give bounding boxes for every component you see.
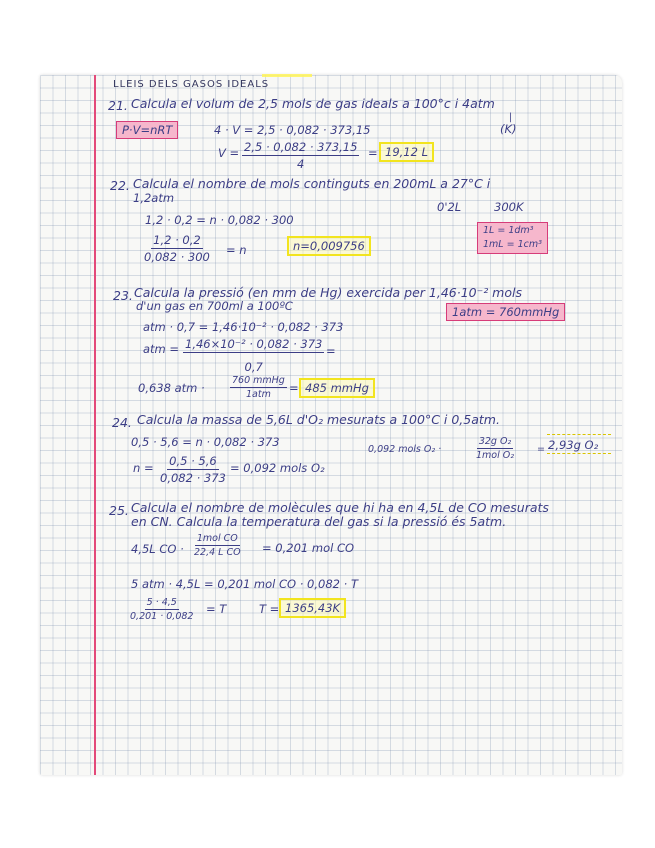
problem-23-line-2-eq: = [326,344,336,358]
problem-25-fraction-2-numerator: 5 · 4,5 [146,597,177,608]
note-millilitre-equivalence: 1mL = 1cm³ [483,239,542,250]
problem-21-fraction [242,140,359,171]
problem-25-fraction-1-denominator: 22,4 L CO [194,547,241,558]
page-title: LLEIS DELS GASOS IDEALS [113,79,270,90]
problem-21-line-1: 4 · V = 2,5 · 0,082 · 373,15 [214,123,371,137]
problem-21-annotation-unit: (K) [500,122,517,136]
problem-24-conversion-denominator: 1mol O₂ [476,450,515,461]
problem-25-fraction-2 [130,597,193,622]
problem-22-line-1: 1,2 · 0,2 = n · 0,082 · 300 [145,213,294,227]
problem-22-annotation-temperature: 300K [494,200,524,214]
problem-25-line-2: 5 atm · 4,5L = 0,201 mol CO · 0,082 · T [131,577,358,591]
note-litre-equivalence: 1L = 1dm³ [483,225,534,236]
problem-23-statement: Calcula la pressió (en mm de Hg) exercida per 1,46·10⁻² mols [134,285,522,300]
problem-22-number: 22. [110,178,130,193]
problem-22-statement: Calcula el nombre de mols continguts en 200mL a 27°C i [133,176,491,191]
problem-21-number: 21. [108,98,128,113]
problem-23-line-1: atm · 0,7 = 1,46·10⁻² · 0,082 · 373 [143,320,344,334]
problem-21-fraction-numerator: 2,5 · 0,082 · 373,15 [244,140,358,154]
problem-23-conversion-numerator: 760 mmHg [232,375,285,386]
problem-25-line-3-eq: = T [206,602,227,616]
problem-24-line-2-rhs: = 0,092 mols O₂ [230,461,325,475]
problem-23-fraction [183,337,324,374]
problem-25-fraction-2-denominator: 0,201 · 0,082 [130,611,194,622]
problem-24-conversion-eq: = [537,444,545,455]
problem-25-line-1-rhs: = 0,201 mol CO [262,541,355,555]
ideal-gas-law-box: P·V=nRT [116,121,178,139]
margin-line [94,75,96,775]
problem-23-fraction-numerator: 1,46×10⁻² · 0,082 · 373 [185,337,323,351]
problem-23-fraction-denominator: 0,7 [244,360,263,374]
problem-24-answer-highlight-top [547,434,611,435]
problem-21-fraction-denominator: 4 [297,157,305,171]
problem-21-statement: Calcula el volum de 2,5 mols de gas ideals a 100°c i 4atm [131,96,495,111]
problem-25-line-1-lhs: 4,5L CO · [131,542,184,556]
title-highlight [262,74,312,77]
problem-21-annotation-mark: | [509,112,513,123]
problem-23-conversion-fraction [230,375,287,400]
pressure-conversion-box: 1atm = 760mmHg [446,303,565,321]
problem-24-answer: 2,93g O₂ [548,438,599,452]
problem-24-line-1: 0,5 · 5,6 = n · 0,082 · 373 [131,435,280,449]
problem-25-fraction-1-numerator: 1mol CO [196,533,238,544]
problem-25-line-3-t: T = [259,602,280,616]
problem-25-statement: Calcula el nombre de molècules que hi ha en 4,5L de CO mesurats [131,500,549,515]
problem-24-fraction-denominator: 0,082 · 373 [160,471,226,485]
problem-24-conversion-fraction [476,436,514,461]
problem-24-conversion-lhs: 0,092 mols O₂ · [368,444,442,455]
problem-24-line-2-lhs: n = [133,461,154,475]
problem-22-fraction-eq: = n [226,243,247,257]
problem-25-statement-2: en CN. Calcula la temperatura del gas si la pressió és 5atm. [131,514,507,529]
problem-23-line-2-lhs: atm = [143,342,180,356]
volume-equivalence-note [477,222,548,254]
problem-23-line-3-lhs: 0,638 atm · [138,381,205,395]
problem-21-answer: 19,12 L [379,142,434,162]
problem-24-fraction [160,454,226,485]
problem-22-answer: n=0,009756 [287,236,371,256]
problem-23-conversion-denominator: 1atm [245,389,271,400]
problem-24-number: 24. [112,415,132,430]
problem-24-answer-highlight-bottom [547,453,611,454]
problem-24-conversion-numerator: 32g O₂ [478,436,512,447]
problem-24-fraction-numerator: 0,5 · 5,6 [169,454,217,468]
problem-22-annotation-volume: 0'2L [437,200,462,214]
problem-22-statement-2: 1,2atm [133,191,175,205]
problem-25-fraction-1 [194,533,241,558]
problem-21-line-2-eq: = [368,146,378,160]
problem-25-number: 25. [109,503,129,518]
problem-25-answer: 1365,43K [279,598,346,618]
problem-23-number: 23. [113,288,133,303]
problem-23-answer: 485 mmHg [299,378,375,398]
problem-22-fraction [144,233,210,264]
problem-22-fraction-denominator: 0,082 · 300 [144,250,210,264]
problem-21-line-2-lhs: V = [218,146,240,160]
problem-23-line-3-eq: = [289,381,299,395]
problem-24-statement: Calcula la massa de 5,6L d'O₂ mesurats a 100°C i 0,5atm. [137,412,500,427]
problem-22-fraction-numerator: 1,2 · 0,2 [153,233,201,247]
problem-23-statement-2: d'un gas en 700ml a 100ºC [136,299,293,313]
